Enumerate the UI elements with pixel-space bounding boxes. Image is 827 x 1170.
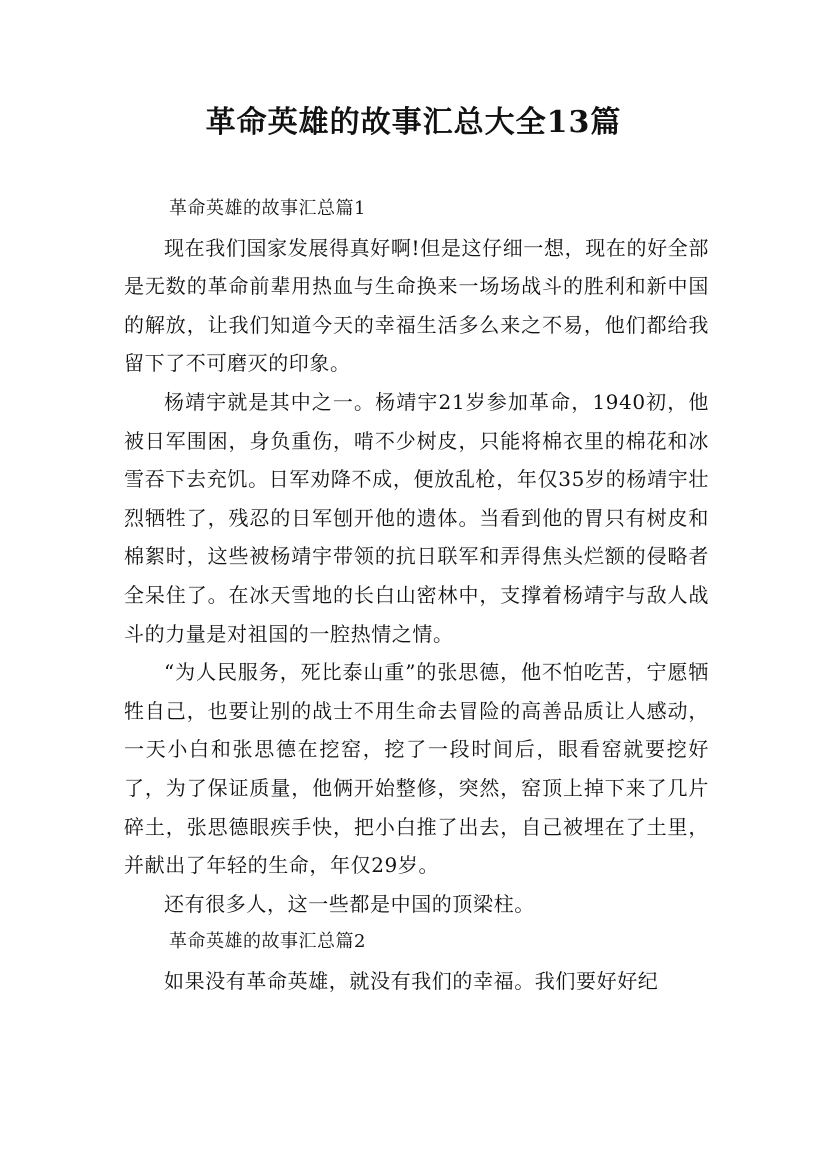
document-title: 革命英雄的故事汇总大全13篇 — [205, 105, 622, 140]
section-heading: 革命英雄的故事汇总篇1 — [169, 198, 366, 219]
section-heading: 革命英雄的故事汇总篇2 — [169, 931, 366, 953]
paragraph: 现在我们国家发展得真好啊!但是这仔细一想，现在的好全部是无数的革命前辈用热血与生命换来一场场战斗的胜利和新中国的解放，让我们知道今天的幸福生活多么来之不易，他们都给我留下了不可磨灭的印象。 — [124, 235, 709, 376]
paragraph: 还有很多人，这一些都是中国的顶梁柱。 — [164, 891, 535, 916]
paragraph: “为人民服务，死比泰山重”的张思德，他不怕吃苦，宁愿牺牲自己，也要让别的战士不用生命去冒险的高善品质让人感动，一天小白和张思德在挖窑，挖了一段时间后，眼看窑就要挖好了，为了保证质量，他俩开始整修，突然，窑顶上掉下来了几片碎土，张思德眼疾手快，把小白推了出去，自己被埋在了土里，并献出了年轻的生命，年仅29岁。 — [124, 660, 709, 878]
document-body — [124, 190, 709, 1000]
paragraph: 如果没有革命英雄，就没有我们的幸福。我们要好好纪 — [164, 968, 659, 993]
paragraph: 杨靖宇就是其中之一。杨靖宇21岁参加革命，1940初，他被日军围困，身负重伤，啃不少树皮，只能将棉衣里的棉花和冰雪吞下去充饥。日军劝降不成，便放乱枪，年仅35岁的杨靖宇壮烈牺牲了，残忍的日军刨开他的遗体。当看到他的胃只有树皮和棉絮时，这些被杨靖宇带领的抗日联军和弄得焦头烂额的侵略者全呆住了。在冰天雪地的长白山密林中，支撑着杨靖宇与敌人战斗的力量是对祖国的一腔热情之情。 — [124, 389, 709, 646]
